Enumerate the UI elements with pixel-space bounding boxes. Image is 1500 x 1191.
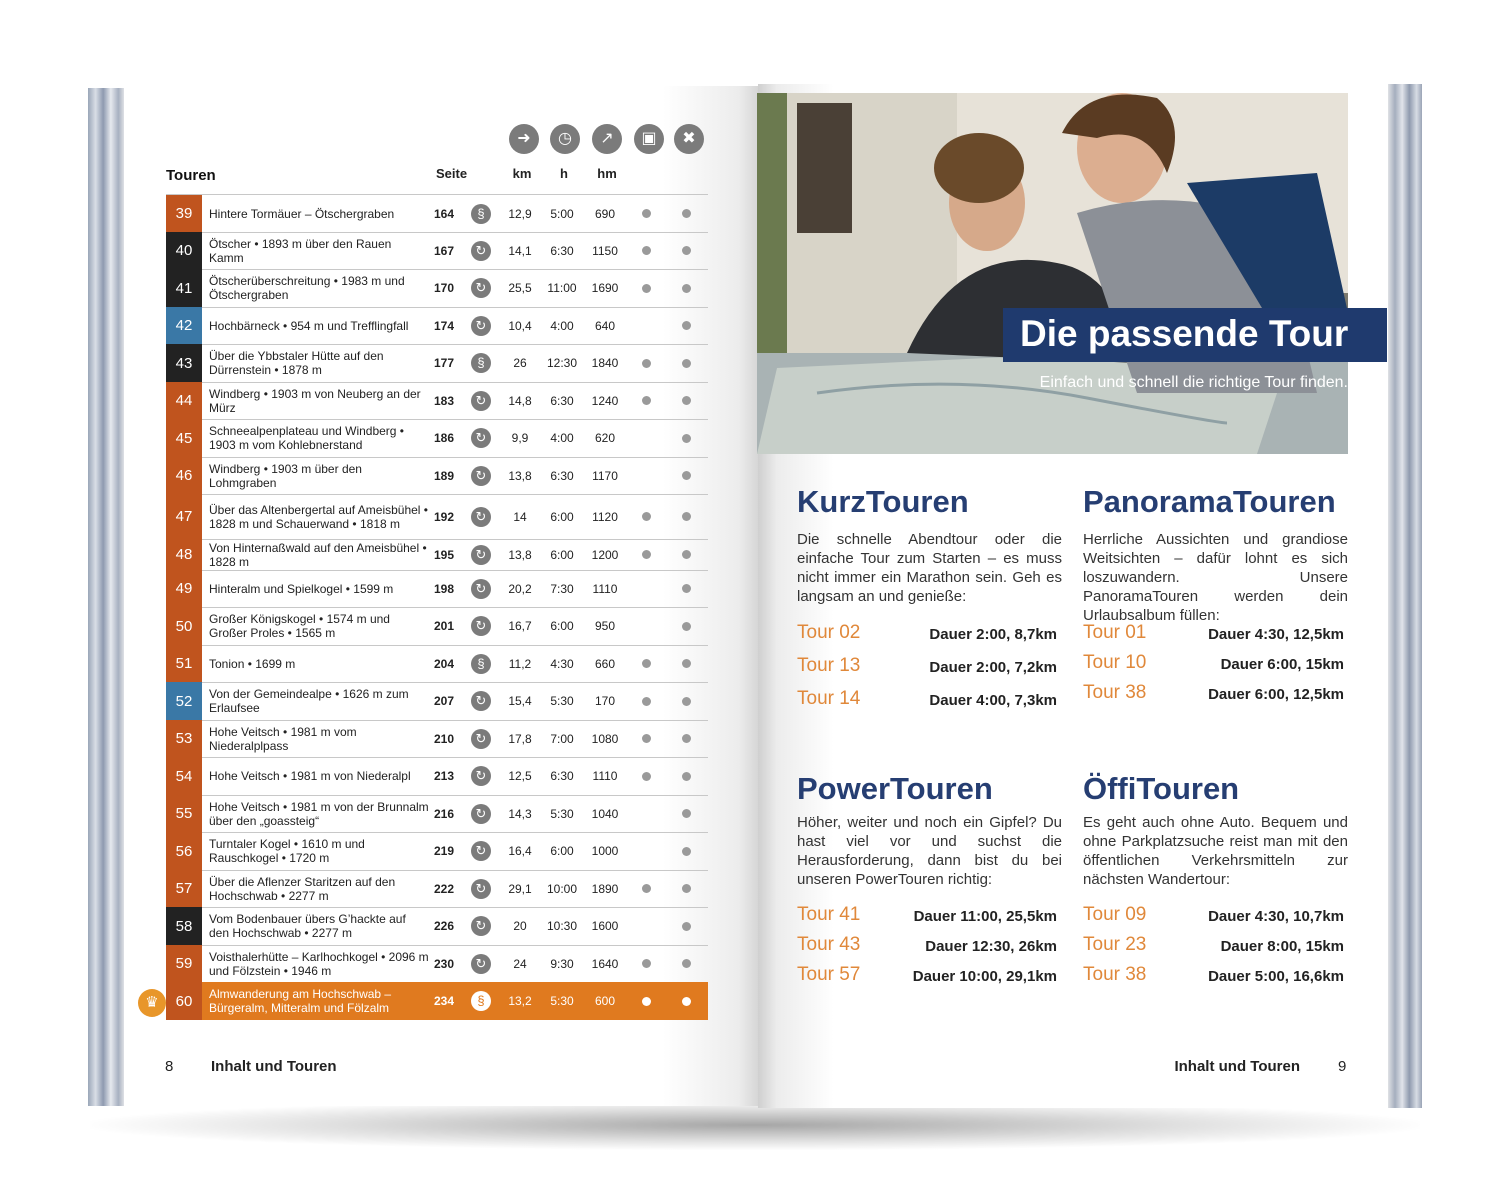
page-number-left: 8 xyxy=(165,1058,174,1075)
tour-duration: 5:30 xyxy=(550,806,574,821)
tour-page: 216 xyxy=(433,806,455,821)
tour-elevation: 1690 xyxy=(591,281,619,295)
bus-dot xyxy=(642,659,651,668)
section-title: KurzTouren xyxy=(797,484,969,519)
tour-km: 13,2 xyxy=(508,994,532,1008)
table-row xyxy=(166,682,708,721)
tour-duration: 12:30 xyxy=(546,356,578,370)
tour-name: Ötscher • 1893 m über den Rauen Kamm xyxy=(209,236,392,265)
tour-elevation: 640 xyxy=(594,318,616,333)
tour-elevation: 170 xyxy=(594,694,616,708)
table-row xyxy=(166,457,708,495)
tour-duration-distance: Dauer 12:30, 26km xyxy=(925,938,1057,955)
tour-elevation: 1890 xyxy=(591,881,619,896)
tour-page: 204 xyxy=(433,656,455,671)
tour-link[interactable]: Tour 02 xyxy=(797,622,861,643)
header-km: km xyxy=(512,166,532,181)
tour-name: Vom Bodenbauer übers G’hackte auf den Hochschwab • 2277 m xyxy=(209,912,406,940)
tour-link[interactable]: Tour 38 xyxy=(1083,964,1147,985)
trail-type-loop-icon: ↻ xyxy=(471,391,491,411)
tour-km: 12,5 xyxy=(508,769,532,783)
tour-name: Schneealpenplateau und Windberg • 1903 m vom Kohlebnerstand xyxy=(209,424,405,452)
tour-elevation: 950 xyxy=(594,619,616,633)
tour-page: 222 xyxy=(433,881,455,896)
trail-type-loop-icon: ↻ xyxy=(471,466,491,486)
bus-dot xyxy=(642,396,651,405)
table-row xyxy=(166,195,708,233)
header-hm: hm xyxy=(597,166,617,181)
tour-elevation: 600 xyxy=(594,994,616,1008)
tour-duration-distance: Dauer 5:00, 16,6km xyxy=(1208,968,1344,985)
tour-elevation: 1120 xyxy=(592,509,618,524)
table-row xyxy=(166,870,708,908)
food-dot xyxy=(682,512,691,521)
tour-elevation: 660 xyxy=(594,656,616,671)
tour-number: 52 xyxy=(166,682,202,720)
food-dot xyxy=(682,284,691,293)
tour-number: 46 xyxy=(166,457,202,494)
tour-number: 59 xyxy=(166,945,202,982)
tour-km: 12,9 xyxy=(508,206,532,221)
food-dot xyxy=(682,321,691,330)
tour-link[interactable]: Tour 09 xyxy=(1083,904,1147,925)
tour-km: 14 xyxy=(513,509,527,524)
trail-type-loop-icon: ↻ xyxy=(471,804,491,824)
tour-duration: 11:00 xyxy=(547,281,577,295)
tour-km: 16,7 xyxy=(508,619,532,633)
tour-page: 189 xyxy=(433,468,455,483)
tour-number: 51 xyxy=(166,645,202,682)
ascent-icon: ↗ xyxy=(592,124,622,154)
tour-name: Tonion • 1699 m xyxy=(209,656,296,671)
tour-duration: 5:30 xyxy=(550,694,574,708)
table-row xyxy=(166,344,708,383)
tour-duration: 6:30 xyxy=(550,393,574,408)
tour-number: 48 xyxy=(166,539,202,570)
banner-title: Die passende Tour xyxy=(1020,313,1349,354)
tour-elevation: 620 xyxy=(594,431,616,445)
tour-number: 60 xyxy=(166,982,202,1020)
tour-page: 167 xyxy=(433,243,455,258)
food-dot xyxy=(682,246,691,255)
tour-number: 39 xyxy=(166,195,202,232)
tour-number: 54 xyxy=(166,757,202,795)
trail-type-loop-icon: ↻ xyxy=(471,428,491,448)
tour-elevation: 1600 xyxy=(591,919,619,933)
tour-duration: 6:00 xyxy=(550,547,574,562)
tour-name: Voisthalerhütte – Karlhochkogel • 2096 m und Fölzstein • 1946 m xyxy=(209,949,429,978)
book-page-edges-left xyxy=(88,88,126,1106)
tour-elevation: 1170 xyxy=(592,468,618,483)
bus-dot xyxy=(642,772,651,781)
food-dot xyxy=(682,809,691,818)
section-title: PowerTouren xyxy=(797,771,993,806)
tour-duration: 6:00 xyxy=(550,844,574,858)
table-row xyxy=(166,907,708,946)
tour-duration-distance: Dauer 6:00, 12,5km xyxy=(1208,686,1344,703)
tour-number: 58 xyxy=(166,907,202,945)
tour-duration-distance: Dauer 4:30, 12,5km xyxy=(1208,626,1344,643)
tour-page: 174 xyxy=(433,318,455,333)
trail-type-loop-icon: ↻ xyxy=(471,691,491,711)
tour-page: 164 xyxy=(433,206,455,221)
tour-name: Über die Aflenzer Staritzen auf den Hochschwab • 2277 m xyxy=(209,874,396,903)
tour-link[interactable]: Tour 23 xyxy=(1083,934,1147,955)
tour-km: 14,1 xyxy=(508,243,532,258)
tour-number: 56 xyxy=(166,832,202,870)
tour-duration: 6:00 xyxy=(550,509,574,524)
food-dot xyxy=(682,772,691,781)
tour-number: 42 xyxy=(166,307,202,344)
hikers-reading-map-photo xyxy=(757,93,1348,454)
trail-type-loop-icon: ↻ xyxy=(471,954,491,974)
trail-type-loop-icon: ↻ xyxy=(471,879,491,899)
tour-duration: 10:00 xyxy=(546,881,578,896)
tour-page: 210 xyxy=(433,731,455,746)
tour-duration: 10:30 xyxy=(546,919,578,933)
trail-type-loop-icon: ↻ xyxy=(471,316,491,336)
food-dot xyxy=(682,959,691,968)
table-row xyxy=(166,645,708,683)
tour-duration: 4:30 xyxy=(550,656,574,671)
trail-type-loop-icon: ↻ xyxy=(471,729,491,749)
food-dot xyxy=(682,359,691,368)
bus-dot xyxy=(642,359,651,368)
tour-elevation: 1150 xyxy=(592,243,618,258)
tour-name: Hohe Veitsch • 1981 m von Niederalpl xyxy=(209,769,411,783)
tour-page: 219 xyxy=(433,844,455,858)
section-title: PanoramaTouren xyxy=(1083,484,1336,519)
table-row xyxy=(166,419,708,458)
running-title-left: Inhalt und Touren xyxy=(211,1058,337,1075)
tour-name: Windberg • 1903 m von Neuberg an der Mürz xyxy=(209,386,421,415)
trail-type-loop-icon: ↻ xyxy=(471,278,491,298)
tour-number: 43 xyxy=(166,344,202,382)
tour-name: Großer Königskogel • 1574 m und Großer Proles • 1565 m xyxy=(209,612,390,640)
tour-elevation: 1200 xyxy=(591,547,619,562)
tour-duration: 6:30 xyxy=(550,468,574,483)
running-title-right: Inhalt und Touren xyxy=(1174,1058,1300,1075)
tour-number: 40 xyxy=(166,232,202,269)
tour-number: 45 xyxy=(166,419,202,457)
tour-duration: 6:30 xyxy=(550,243,574,258)
tour-duration-distance: Dauer 11:00, 25,5km xyxy=(913,908,1057,925)
tour-name: Hinteralm und Spielkogel • 1599 m xyxy=(209,581,394,596)
tour-link[interactable]: Tour 57 xyxy=(797,964,861,985)
tour-name: Turntaler Kogel • 1610 m und Rauschkogel • 1720 m xyxy=(209,837,365,865)
table-row xyxy=(166,945,708,983)
tour-km: 20 xyxy=(513,919,527,933)
table-row xyxy=(166,795,708,833)
tour-number: 47 xyxy=(166,494,202,539)
tour-elevation: 690 xyxy=(594,206,616,221)
section-text: Die schnelle Abendtour oder die einfache Tour zum Starten – es muss nicht immer ein Marathon sein. Geh es langsam an und genieße: xyxy=(797,531,1062,605)
tour-name: Hohe Veitsch • 1981 m von der Brunnalm über den „goassteig“ xyxy=(209,799,429,828)
trail-type-loop-icon: ↻ xyxy=(471,841,491,861)
bus-dot xyxy=(642,209,651,218)
tour-link[interactable]: Tour 01 xyxy=(1083,622,1147,643)
tour-page: 195 xyxy=(433,547,455,562)
crown-icon: ♛ xyxy=(138,989,166,1017)
section-title: ÖffiTouren xyxy=(1083,771,1240,806)
tour-number: 57 xyxy=(166,870,202,907)
tour-km: 26 xyxy=(513,356,527,370)
table-title: Touren xyxy=(166,167,216,184)
bus-dot xyxy=(642,550,651,559)
tour-name: Von Hinternaßwald auf den Ameisbühel • 1828 m xyxy=(209,540,427,569)
tour-name: Über das Altenbergertal auf Ameisbühel • 1828 m und Schauerwand • 1818 m xyxy=(209,502,428,531)
tour-page: 230 xyxy=(433,956,455,971)
tour-link[interactable]: Tour 41 xyxy=(797,904,861,925)
tour-page: 234 xyxy=(433,994,455,1008)
tour-name: Über die Ybbstaler Hütte auf den Dürrenstein • 1878 m xyxy=(209,349,384,377)
tour-km: 14,8 xyxy=(508,393,532,408)
tour-page: 213 xyxy=(433,769,455,783)
trail-type-loop-icon: ↻ xyxy=(471,616,491,636)
trail-type-loop-icon: ↻ xyxy=(471,579,491,599)
bus-dot xyxy=(642,246,651,255)
tour-km: 13,8 xyxy=(508,468,532,483)
food-dot xyxy=(682,847,691,856)
bus-dot xyxy=(642,284,651,293)
tour-km: 16,4 xyxy=(508,844,532,858)
tour-elevation: 1000 xyxy=(591,844,619,858)
bus-icon: ▣ xyxy=(634,124,664,154)
trail-type-loop-icon: ↻ xyxy=(471,241,491,261)
trail-type-loop-icon: ↻ xyxy=(471,507,491,527)
table-row xyxy=(166,232,708,270)
food-dot xyxy=(682,697,691,706)
food-dot xyxy=(682,550,691,559)
tour-page: 198 xyxy=(433,581,455,596)
food-dot xyxy=(682,209,691,218)
tour-name: Von der Gemeindealpe • 1626 m zum Erlaufsee xyxy=(209,687,409,715)
tour-elevation: 1840 xyxy=(591,356,619,370)
table-row xyxy=(166,307,708,345)
tour-duration: 4:00 xyxy=(550,431,574,445)
tour-km: 9,9 xyxy=(511,431,529,445)
tour-elevation: 1240 xyxy=(591,393,619,408)
tour-km: 17,8 xyxy=(508,731,532,746)
tour-duration-distance: Dauer 2:00, 7,2km xyxy=(929,659,1057,676)
table-row xyxy=(166,570,708,608)
tour-page: 186 xyxy=(433,431,455,445)
food-dot xyxy=(682,622,691,631)
book-page-edges-right xyxy=(1386,84,1422,1108)
tour-duration: 4:00 xyxy=(550,318,574,333)
tour-km: 24 xyxy=(513,956,527,971)
tour-duration-distance: Dauer 6:00, 15km xyxy=(1220,656,1344,673)
table-row xyxy=(166,382,708,420)
header-h: h xyxy=(560,166,568,181)
tour-km: 13,8 xyxy=(508,547,532,562)
tour-number: 49 xyxy=(166,570,202,607)
food-dot xyxy=(682,884,691,893)
tour-km: 25,5 xyxy=(508,281,532,295)
table-row xyxy=(166,720,708,758)
trail-type-loop-icon: ↻ xyxy=(471,766,491,786)
bus-dot xyxy=(642,959,651,968)
bus-dot xyxy=(642,697,651,706)
photo-illustration xyxy=(757,93,1348,454)
tour-number: 44 xyxy=(166,382,202,419)
tour-link[interactable]: Tour 10 xyxy=(1083,652,1147,673)
trail-type-s-icon: § xyxy=(471,991,491,1011)
bus-dot xyxy=(642,734,651,743)
bus-dot xyxy=(642,997,651,1006)
signpost-icon: ➜ xyxy=(509,124,539,154)
tour-duration-distance: Dauer 4:00, 7,3km xyxy=(929,692,1057,709)
tour-page: 226 xyxy=(433,919,455,933)
tour-duration: 6:00 xyxy=(550,619,574,633)
tour-page: 201 xyxy=(433,619,455,633)
tour-duration: 6:30 xyxy=(550,769,574,783)
trail-type-loop-icon: ↻ xyxy=(471,916,491,936)
tour-link[interactable]: Tour 13 xyxy=(797,655,861,676)
tour-duration: 7:00 xyxy=(550,731,574,746)
tour-page: 177 xyxy=(433,356,455,370)
section-text: Höher, weiter und noch ein Gipfel? Du hast viel vor und suchst die Herausforderung, dann bist du bei unseren PowerTouren richtig: xyxy=(797,814,1062,888)
food-dot xyxy=(682,471,691,480)
food-dot xyxy=(682,997,691,1006)
tour-name: Ötscherüberschreitung • 1983 m und Ötschergraben xyxy=(209,274,405,302)
page-number-right: 9 xyxy=(1338,1058,1347,1075)
tour-km: 10,4 xyxy=(508,318,532,333)
tour-number: 55 xyxy=(166,795,202,832)
trail-type-loop-icon: ↻ xyxy=(471,545,491,565)
table-row xyxy=(166,269,708,308)
table-row xyxy=(166,539,708,571)
bus-dot xyxy=(642,512,651,521)
restaurant-icon: ✖ xyxy=(674,124,704,154)
food-dot xyxy=(682,584,691,593)
tour-elevation: 1640 xyxy=(591,956,619,971)
tour-duration: 5:00 xyxy=(550,206,574,221)
tour-link[interactable]: Tour 43 xyxy=(797,934,861,955)
tour-km: 11,2 xyxy=(508,656,532,671)
tour-page: 192 xyxy=(433,509,455,524)
table-row xyxy=(166,982,708,1020)
food-dot xyxy=(682,659,691,668)
tour-duration: 9:30 xyxy=(550,956,574,971)
tour-name: Hochbärneck • 954 m und Trefflingfall xyxy=(209,318,409,333)
section-text: Es geht auch ohne Auto. Bequem und ohne Parkplatzsuche reist man mit den öffentlichen Verkehrsmitteln zur nächsten Wandertour: xyxy=(1083,814,1348,888)
tour-number: 41 xyxy=(166,269,202,307)
tour-duration-distance: Dauer 8:00, 15km xyxy=(1220,938,1344,955)
tour-name: Almwanderung am Hochschwab – Bürgeralm, Mitteralm und Fölzalm xyxy=(209,987,392,1015)
food-dot xyxy=(682,434,691,443)
trail-type-s-icon: § xyxy=(471,654,491,674)
food-dot xyxy=(682,396,691,405)
tour-link[interactable]: Tour 14 xyxy=(797,688,861,709)
bus-dot xyxy=(642,884,651,893)
trail-type-s-icon: § xyxy=(471,204,491,224)
banner-subtitle: Einfach und schnell die richtige Tour finden. xyxy=(1039,374,1348,391)
tour-number: 53 xyxy=(166,720,202,757)
tour-duration: 5:30 xyxy=(550,994,574,1008)
clock-icon: ◷ xyxy=(550,124,580,154)
tour-elevation: 1110 xyxy=(592,581,618,596)
tour-km: 29,1 xyxy=(508,881,532,896)
tour-page: 183 xyxy=(433,393,455,408)
tour-page: 207 xyxy=(433,694,455,708)
tour-elevation: 1040 xyxy=(591,806,619,821)
food-dot xyxy=(682,922,691,931)
tour-number: 50 xyxy=(166,607,202,645)
tour-elevation: 1080 xyxy=(591,731,619,746)
tour-km: 15,4 xyxy=(508,694,532,708)
food-dot xyxy=(682,734,691,743)
tour-duration-distance: Dauer 4:30, 10,7km xyxy=(1208,908,1344,925)
table-row xyxy=(166,757,708,796)
trail-type-s-icon: § xyxy=(471,353,491,373)
header-seite: Seite xyxy=(436,166,468,181)
table-row xyxy=(166,494,708,540)
section-text: Herrliche Aussichten und grandiose Weitsichten – dafür lohnt es sich loszuwandern. Unsere PanoramaTouren werden dein Urlaubsalbum füllen: xyxy=(1083,531,1348,624)
tour-page: 170 xyxy=(433,281,455,295)
tour-km: 20,2 xyxy=(508,581,532,596)
tour-link[interactable]: Tour 38 xyxy=(1083,682,1147,703)
table-row xyxy=(166,832,708,871)
tour-duration: 7:30 xyxy=(550,581,574,596)
tour-duration-distance: Dauer 10:00, 29,1km xyxy=(912,968,1057,985)
tour-km: 14,3 xyxy=(508,806,532,821)
tour-name: Hintere Tormäuer – Ötschergraben xyxy=(209,206,395,221)
tour-name: Windberg • 1903 m über den Lohmgraben xyxy=(209,461,362,490)
table-row xyxy=(166,607,708,646)
tour-name: Hohe Veitsch • 1981 m vom Niederalplpass xyxy=(209,724,357,753)
tour-duration-distance: Dauer 2:00, 8,7km xyxy=(929,626,1057,643)
tour-elevation: 1110 xyxy=(592,769,618,783)
